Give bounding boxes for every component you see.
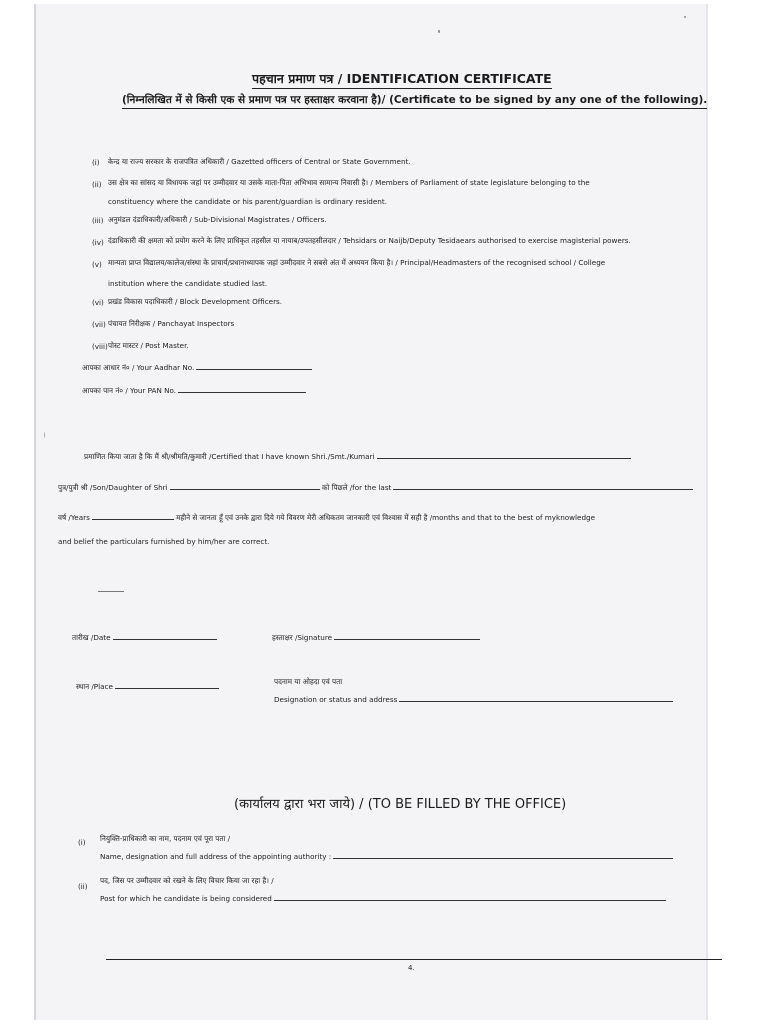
list-item-number: (vii) bbox=[92, 320, 106, 329]
signature-field[interactable] bbox=[334, 631, 480, 640]
list-item-number: (iii) bbox=[92, 216, 104, 225]
certification-line-2 bbox=[58, 481, 693, 493]
certificate-page bbox=[34, 4, 706, 1020]
list-item-number: (vi) bbox=[92, 298, 104, 307]
aadhar-field[interactable] bbox=[196, 361, 312, 370]
appointing-authority-label: Name, designation and full address of the appointing authority : bbox=[100, 852, 332, 861]
pan-field[interactable] bbox=[178, 384, 306, 393]
office-item-hindi: नियुक्ति-प्राधिकारी का नाम, पदनाम एवं पूरा पता / bbox=[100, 834, 231, 843]
certification-line-3 bbox=[58, 511, 595, 523]
date-field[interactable] bbox=[113, 631, 217, 640]
aadhar-row bbox=[82, 361, 312, 373]
list-item: दंडाधिकारी की क्षमता को प्रयोग करने के लिए प्राधिकृत तहसील या नायाब/उपतहसीलदार / Tehsidars or Naijb/Deputy Tesidaears authorised to exercise magisterial powers. bbox=[108, 236, 631, 245]
signature-label: हस्ताक्षर /Signature bbox=[272, 633, 333, 642]
office-item-hindi: पद, जिस पर उम्मीदवार को रखने के लिए विचार किया जा रहा है। / bbox=[100, 876, 274, 885]
list-item-number: (i) bbox=[92, 158, 100, 167]
post-considered-label: Post for which he candidate is being considered bbox=[100, 894, 272, 903]
list-item-continued: constituency where the candidate or his parent/guardian is ordinary resident. bbox=[108, 197, 387, 206]
list-item-number: (viii) bbox=[92, 342, 108, 351]
pan-label: आपका पान नं० / Your PAN No. bbox=[82, 386, 177, 395]
date-label: तारीख /Date bbox=[72, 633, 111, 642]
candidate-name-field[interactable] bbox=[377, 450, 631, 459]
for-the-last-label: को पिछले /for the last bbox=[321, 483, 392, 492]
office-section-title: (कार्यालय द्वारा भरा जाये) / (TO BE FILLED BY THE OFFICE) bbox=[234, 797, 567, 812]
scan-speck bbox=[44, 432, 45, 438]
stray-mark bbox=[98, 591, 124, 592]
place-label: स्थान /Place bbox=[76, 682, 113, 691]
date-row bbox=[72, 631, 217, 643]
list-item: पंचायत निरीक्षक / Panchayat Inspectors bbox=[108, 319, 235, 328]
list-item: प्रखंड विकास पदाधिकारी / Block Development Officers. bbox=[108, 297, 283, 306]
certification-line-4: and belief the particulars furnished by him/her are correct. bbox=[58, 537, 270, 546]
list-item-continued: institution where the candidate studied last. bbox=[108, 279, 268, 288]
list-item-number: (iv) bbox=[92, 238, 104, 247]
parent-label: पुत्र/पुत्री श्री /Son/Daughter of Shri bbox=[58, 483, 168, 492]
years-field[interactable] bbox=[92, 511, 174, 520]
appointing-authority-field[interactable] bbox=[333, 850, 673, 859]
office-item-number: (ii) bbox=[78, 882, 88, 891]
designation-label: Designation or status and address bbox=[274, 695, 398, 704]
page-number: 4. bbox=[408, 964, 415, 972]
place-row bbox=[76, 680, 219, 692]
parent-name-field[interactable] bbox=[170, 481, 320, 490]
duration-field[interactable] bbox=[393, 481, 693, 490]
post-considered-field[interactable] bbox=[274, 892, 666, 901]
page-subtitle: (निम्नलिखित में से किसी एक से प्रमाण पत्र पर हस्ताक्षर करवाना है)/ (Certificate to be signed by any one of the following). bbox=[122, 93, 707, 109]
list-item-number: (v) bbox=[92, 260, 102, 269]
signature-row bbox=[272, 631, 480, 643]
scan-speck bbox=[438, 30, 440, 33]
designation-hindi: पदनाम या ओहदा एवं पता bbox=[274, 677, 343, 686]
years-label: वर्ष /Years bbox=[58, 513, 90, 522]
aadhar-label: आपका आधार नं० / Your Aadhar No. bbox=[82, 363, 195, 372]
place-field[interactable] bbox=[115, 680, 219, 689]
page-title: पहचान प्रमाण पत्र / IDENTIFICATION CERTIFICATE bbox=[252, 70, 552, 89]
list-item: केन्द्र या राज्य सरकार के राजपत्रित अधिकारी / Gazetted officers of Central or State Government. bbox=[108, 157, 411, 166]
scan-speck bbox=[684, 16, 686, 18]
designation-field[interactable] bbox=[399, 693, 673, 702]
list-item-number: (ii) bbox=[92, 180, 102, 189]
office-item-number: (i) bbox=[78, 838, 86, 847]
certification-line-1 bbox=[84, 450, 631, 462]
appointing-authority-row bbox=[100, 850, 673, 861]
months-label: महीने से जानता हूँ एवं उनके द्वारा दिये गये विवरण मेरी अधिकतम जानकारी एवं विश्वास में सही है /months and that to the best of myknowledge bbox=[176, 513, 596, 522]
certified-known-label: प्रमाणित किया जाता है कि मैं श्री/श्रीमति/कुमारी /Certified that I have known Shri./Smt./Kumari bbox=[84, 452, 375, 461]
list-item: पोस्ट मास्टर / Post Master. bbox=[108, 341, 189, 350]
pan-row bbox=[82, 384, 306, 396]
list-item: मान्यता प्राप्त विद्यालय/कालेज/संस्था के प्राचार्य/प्रधानाध्यापक जहां उम्मीदवार ने सबसे अंत में अध्ययन किया है। / Principal/Headmasters of the recognised school / College bbox=[108, 258, 606, 267]
designation-row bbox=[274, 693, 673, 704]
list-item: अनुमंडल दंडाधिकारी/अधिकारी / Sub-Divisional Magistrates / Officers. bbox=[108, 215, 327, 224]
list-item: उस क्षेत्र का सांसद या विधायक जहां पर उम्मीदवार या उसके माता-पिता अभिभाव सामान्य निवासी है। / Members of Parliament of state legislature belonging to the bbox=[108, 178, 590, 187]
footer-rule bbox=[106, 959, 722, 960]
post-considered-row bbox=[100, 892, 666, 903]
